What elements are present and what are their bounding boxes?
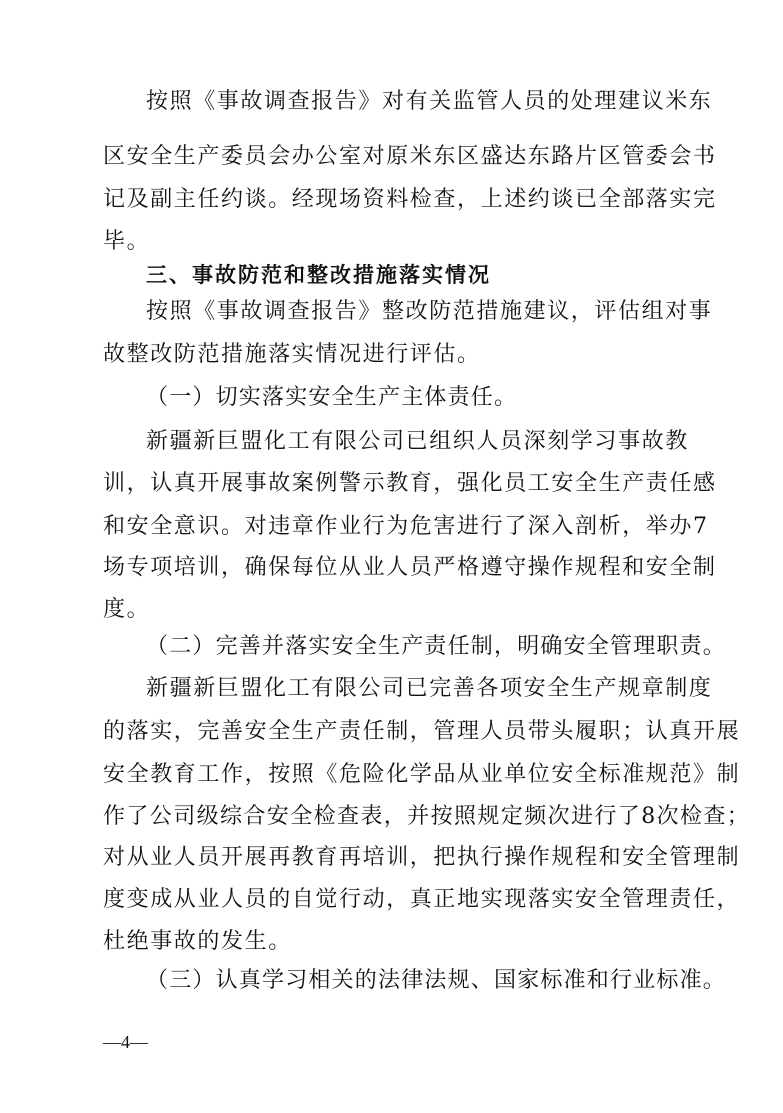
paragraph-line: 杜绝事故的发生。	[103, 929, 292, 954]
paragraph-line: 新疆新巨盟化工有限公司已完善各项安全生产规章制度	[146, 676, 713, 701]
paragraph-line: 和安全意识。对违章作业行为危害进行了深入剖析，举办7	[103, 514, 709, 539]
subheading: （三）认真学习相关的法律法规、国家标准和行业标准。	[146, 968, 727, 993]
subheading: （二）完善并落实安全生产责任制，明确安全管理职责。	[146, 634, 727, 659]
section-heading: 三、事故防范和整改措施落实情况	[146, 263, 491, 287]
paragraph-line: 场专项培训，确保每位从业人员严格遵守操作规程和安全制	[103, 555, 717, 580]
paragraph-line: 度。	[103, 597, 151, 622]
paragraph-line: 区安全生产委员会办公室对原米东区盛达东路片区管委会书	[103, 144, 717, 169]
paragraph-line: 的落实，完善安全生产责任制，管理人员带头履职；认真开展	[103, 719, 741, 744]
paragraph-line: 度变成从业人员的自觉行动，真正地实现落实安全管理责任，	[103, 887, 741, 912]
paragraph-line: 毕。	[103, 229, 151, 254]
page-number: —4—	[103, 1032, 148, 1052]
paragraph-line: 记及副主任约谈。经现场资料检查，上述约谈已全部落实完	[103, 187, 717, 212]
paragraph-line: 作了公司级综合安全检查表，并按照规定频次进行了8次检查；	[103, 804, 751, 829]
paragraph-line: 安全教育工作，按照《危险化学品从业单位安全标准规范》制	[103, 762, 741, 787]
paragraph-line: 故整改防范措施落实情况进行评估。	[103, 342, 481, 367]
subheading: （一）切实落实安全生产主体责任。	[146, 385, 518, 410]
paragraph-line: 按照《事故调查报告》整改防范措施建议，评估组对事	[146, 299, 713, 324]
paragraph-line: 按照《事故调查报告》对有关监管人员的处理建议米东	[146, 89, 713, 114]
paragraph-line: 新疆新巨盟化工有限公司已组织人员深刻学习事故教	[146, 429, 689, 454]
paragraph-line: 对从业人员开展再教育再培训，把执行操作规程和安全管理制	[103, 845, 741, 870]
paragraph-line: 训，认真开展事故案例警示教育，强化员工安全生产责任感	[103, 471, 717, 496]
